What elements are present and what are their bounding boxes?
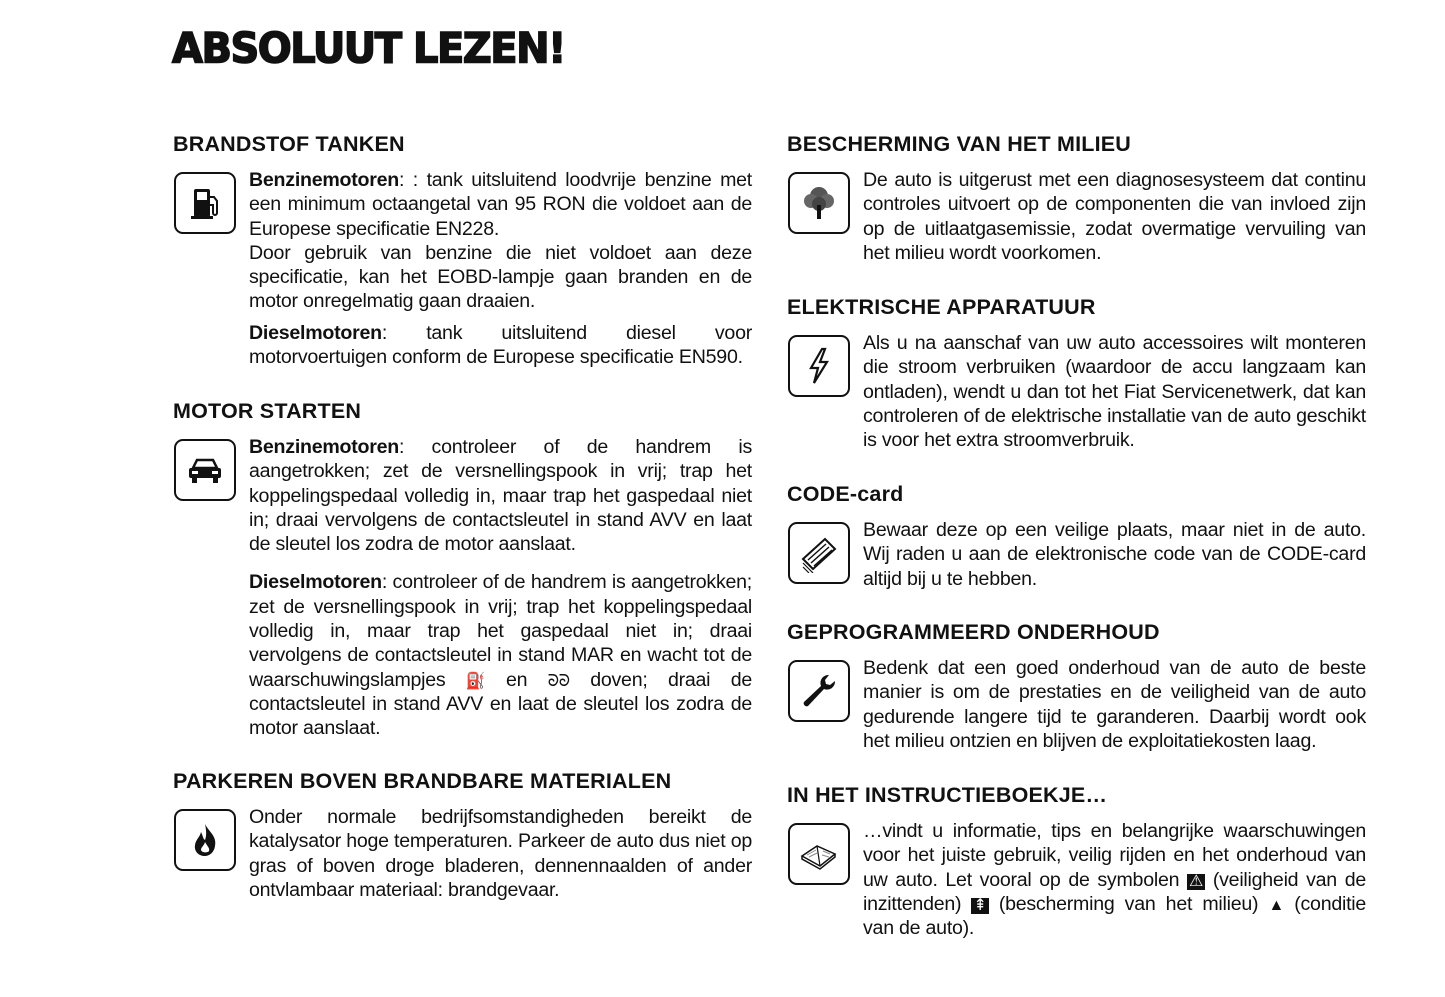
paragraph: Onder normale bedrijfsomstandigheden bereikt de katalysator hoge temperaturen. Parkeer de auto dus niet op gras of boven droge bladeren, dennennaalden of ander ontvlambaar materiaal: brandgevaar. — [249, 806, 752, 901]
section-brandstof-tanken — [173, 130, 768, 376]
section-heading: MOTOR STARTEN — [173, 399, 362, 423]
warning-light-icon: ⛽ — [465, 672, 486, 690]
paragraph: Benzinemotoren: : tank uitsluitend loodvrije benzine met een minimum octaangetal van 95 RON die voldoet aan de Europese specificatie EN228. Door gebruik van benzine die niet voldoet aan deze specificatie, kan het EOBD-lampje gaan branden en de motor onregelmatig gaan draaien. — [249, 169, 752, 313]
paragraph: …vindt u informatie, tips en belangrijke waarschuwingen voor het juiste gebruik, veilig rijden en het onderhoud van uw auto. Let vooral op de symbolen ⚠ (veiligheid van de inzittenden) ⇞ (bescherming van het milieu) ▲ (conditie van de auto). — [863, 820, 1367, 940]
paragraph: Als u na aanschaf van uw auto accessoires wilt monteren die stroom verbruiken (waardoor de accu langzaam kan ontladen), wendt u dan tot het Fiat Servicenetwerk, dat kan controleren of de elektrische installatie van de auto geschikt is voor het extra stroomverbruik. — [863, 332, 1366, 452]
section-milieu — [787, 130, 1382, 272]
section-heading: ELEKTRISCHE APPARATUUR — [787, 295, 1096, 319]
section-heading: CODE-card — [787, 482, 904, 506]
paragraph: De auto is uitgerust met een diagnosesysteem dat continu controles uitvoert op de componenten die van invloed zijn op de uitlaatgasemissie, zodat overmatige vervuiling van het milieu wordt voorkomen. — [863, 169, 1366, 264]
paragraph: Benzinemotoren: controleer of de handrem is aangetrokken; zet de versnellingspook in vrij; trap het koppelingspedaal volledig in, maar trap het gaspedaal niet in; draai vervolgens de contactsleutel in stand AVV en laat de sleutel los zodra de motor aanslaat. — [249, 436, 752, 556]
paragraph: Dieselmotoren: tank uitsluitend diesel voor motorvoertuigen conform de Europese specificatie EN590. — [249, 321, 752, 369]
car-front-icon — [174, 439, 236, 501]
wrench-icon — [788, 660, 850, 722]
section-motor-starten — [173, 397, 768, 748]
section-heading: BESCHERMING VAN HET MILIEU — [787, 132, 1132, 156]
open-book-icon — [788, 823, 850, 885]
section-parkeren — [173, 767, 768, 909]
fuel-pump-icon — [174, 172, 236, 234]
section-geprogrammeerd-onderhoud — [787, 618, 1382, 760]
paragraph: Bewaar deze op een veilige plaats, maar niet in de auto. Wij raden u aan de elektronische code van de CODE-card altijd bij u te hebben. — [863, 519, 1366, 590]
page-title: ABSOLUUT LEZEN! — [172, 24, 565, 74]
code-card-icon — [788, 522, 850, 584]
section-heading: GEPROGRAMMEERD ONDERHOUD — [787, 620, 1160, 644]
section-elektrische-apparatuur — [787, 293, 1382, 459]
section-heading: IN HET INSTRUCTIEBOEKJE… — [787, 783, 1108, 807]
section-heading: PARKEREN BOVEN BRANDBARE MATERIALEN — [173, 769, 672, 793]
glow-plug-icon: ᘐᘐ — [547, 672, 570, 690]
section-code-card — [787, 480, 1382, 598]
section-heading: BRANDSTOF TANKEN — [173, 132, 405, 156]
section-instructieboekje — [787, 781, 1382, 947]
lightning-icon — [788, 335, 850, 397]
safety-warning-icon: ⚠ — [1189, 872, 1204, 890]
fire-icon — [174, 809, 236, 871]
tree-icon — [788, 172, 850, 234]
environment-icon: ⇞ — [973, 896, 987, 914]
car-condition-icon: ▲ — [1268, 896, 1285, 914]
paragraph: Bedenk dat een goed onderhoud van de auto de beste manier is om de prestaties en de veiligheid van de auto gedurende langere tijd te garanderen. Daarbij wordt ook het milieu ontzien en blijven de exploitatiekosten laag. — [863, 657, 1366, 752]
paragraph: Dieselmotoren: controleer of de handrem is aangetrokken; zet de versnellingspook in vrij; trap het koppelingspedaal volledig in, maar trap het gaspedaal niet in; draai vervolgens de contactsleutel in stand MAR en wacht tot de waarschuwingslampjes ⛽ en ᘐᘐ doven; draai de contactsleutel in stand AVV en laat de sleutel los zodra de motor aanslaat. — [249, 571, 753, 740]
